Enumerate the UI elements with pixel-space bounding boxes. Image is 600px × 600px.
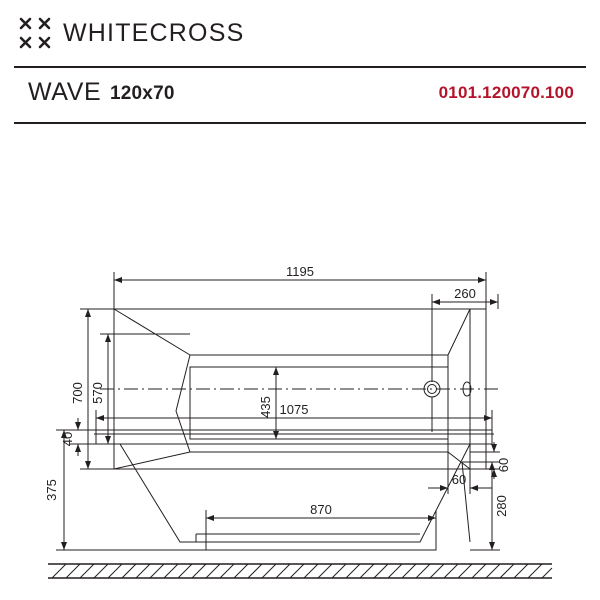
brand-name: WHITECROSS [63, 18, 245, 47]
model-name: WAVE [28, 78, 102, 106]
technical-drawing [0, 122, 600, 600]
dim-label-40: 40 [60, 431, 75, 447]
title-row [0, 70, 600, 122]
whitecross-x-logo-icon [18, 16, 52, 50]
dim-label-1195: 1195 [286, 264, 314, 279]
model-size: 120x70 [110, 83, 175, 104]
dim-label-700: 700 [70, 382, 85, 404]
dim-label-870: 870 [310, 502, 332, 517]
top-view-inner-bowl [176, 355, 448, 452]
dim-label-260: 260 [454, 286, 476, 301]
dim-label-570: 570 [90, 382, 105, 404]
dim-label-1075: 1075 [279, 402, 309, 417]
dim-label-375: 375 [44, 479, 59, 501]
side-view-body [96, 430, 492, 550]
dim-label-60-horizontal: 60 [451, 472, 467, 487]
hatched-floor-line-icon [48, 564, 552, 578]
dim-label-435: 435 [258, 396, 273, 418]
dim-label-280: 280 [494, 495, 509, 517]
header-divider-top [14, 66, 586, 68]
top-view-bottom-pan [190, 367, 448, 439]
brand-header [0, 0, 600, 66]
sku-code: 0101.120070.100 [438, 83, 574, 102]
dim-label-60-vertical: 60 [496, 457, 511, 473]
